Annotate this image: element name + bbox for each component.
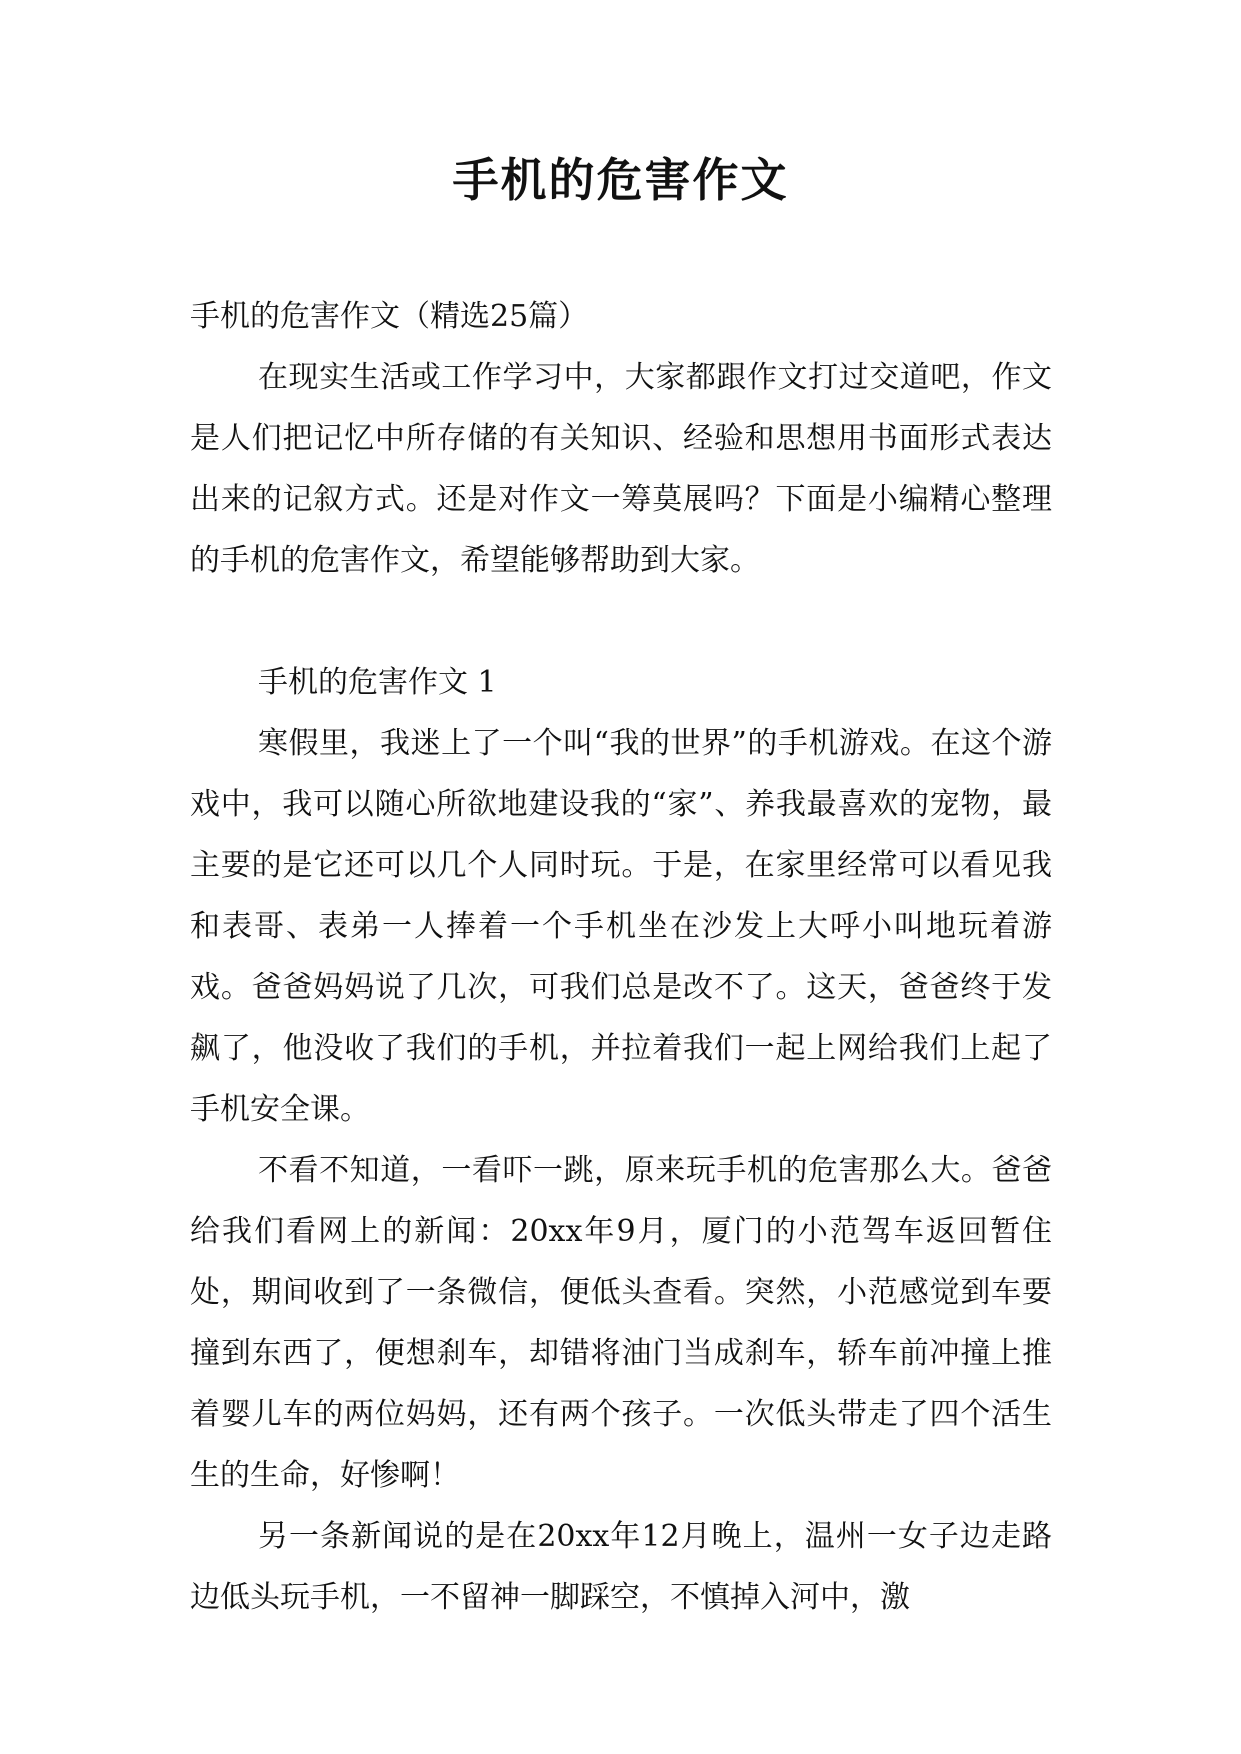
document-title: 手机的危害作文	[452, 153, 789, 207]
body-paragraph-1: 寒假里，我迷上了一个叫“我的世界”的手机游戏。在这个游戏中，我可以随心所欲地建设我的“家”、养我最喜欢的宠物，最主要的是它还可以几个人同时玩。于是，在家里经常可以看见我和表哥、表弟一人捧着一个手机坐在沙发上大呼小叫地玩着游戏。爸爸妈妈说了几次，可我们总是改不了。这天，爸爸终于发飙了，他没收了我们的手机，并拉着我们一起上网给我们上起了手机安全课。	[190, 726, 1052, 1127]
document-subtitle: 手机的危害作文（精选25篇）	[190, 299, 589, 334]
document-body	[190, 286, 1052, 1628]
section-heading: 手机的危害作文 1	[258, 665, 497, 700]
intro-paragraph: 在现实生活或工作学习中，大家都跟作文打过交道吧，作文是人们把记忆中所存储的有关知识、经验和思想用书面形式表达出来的记叙方式。还是对作文一筹莫展吗？下面是小编精心整理的手机的危害作文，希望能够帮助到大家。	[190, 360, 1052, 578]
body-paragraph-3: 另一条新闻说的是在20xx年12月晚上，温州一女子边走路边低头玩手机，一不留神一脚踩空，不慎掉入河中，激	[190, 1519, 1052, 1615]
body-paragraph-2: 不看不知道，一看吓一跳，原来玩手机的危害那么大。爸爸给我们看网上的新闻：20xx年9月，厦门的小范驾车返回暂住处，期间收到了一条微信，便低头查看。突然，小范感觉到车要撞到东西了，便想刹车，却错将油门当成刹车，轿车前冲撞上推着婴儿车的两位妈妈，还有两个孩子。一次低头带走了四个活生生的生命，好惨啊！	[190, 1153, 1052, 1493]
